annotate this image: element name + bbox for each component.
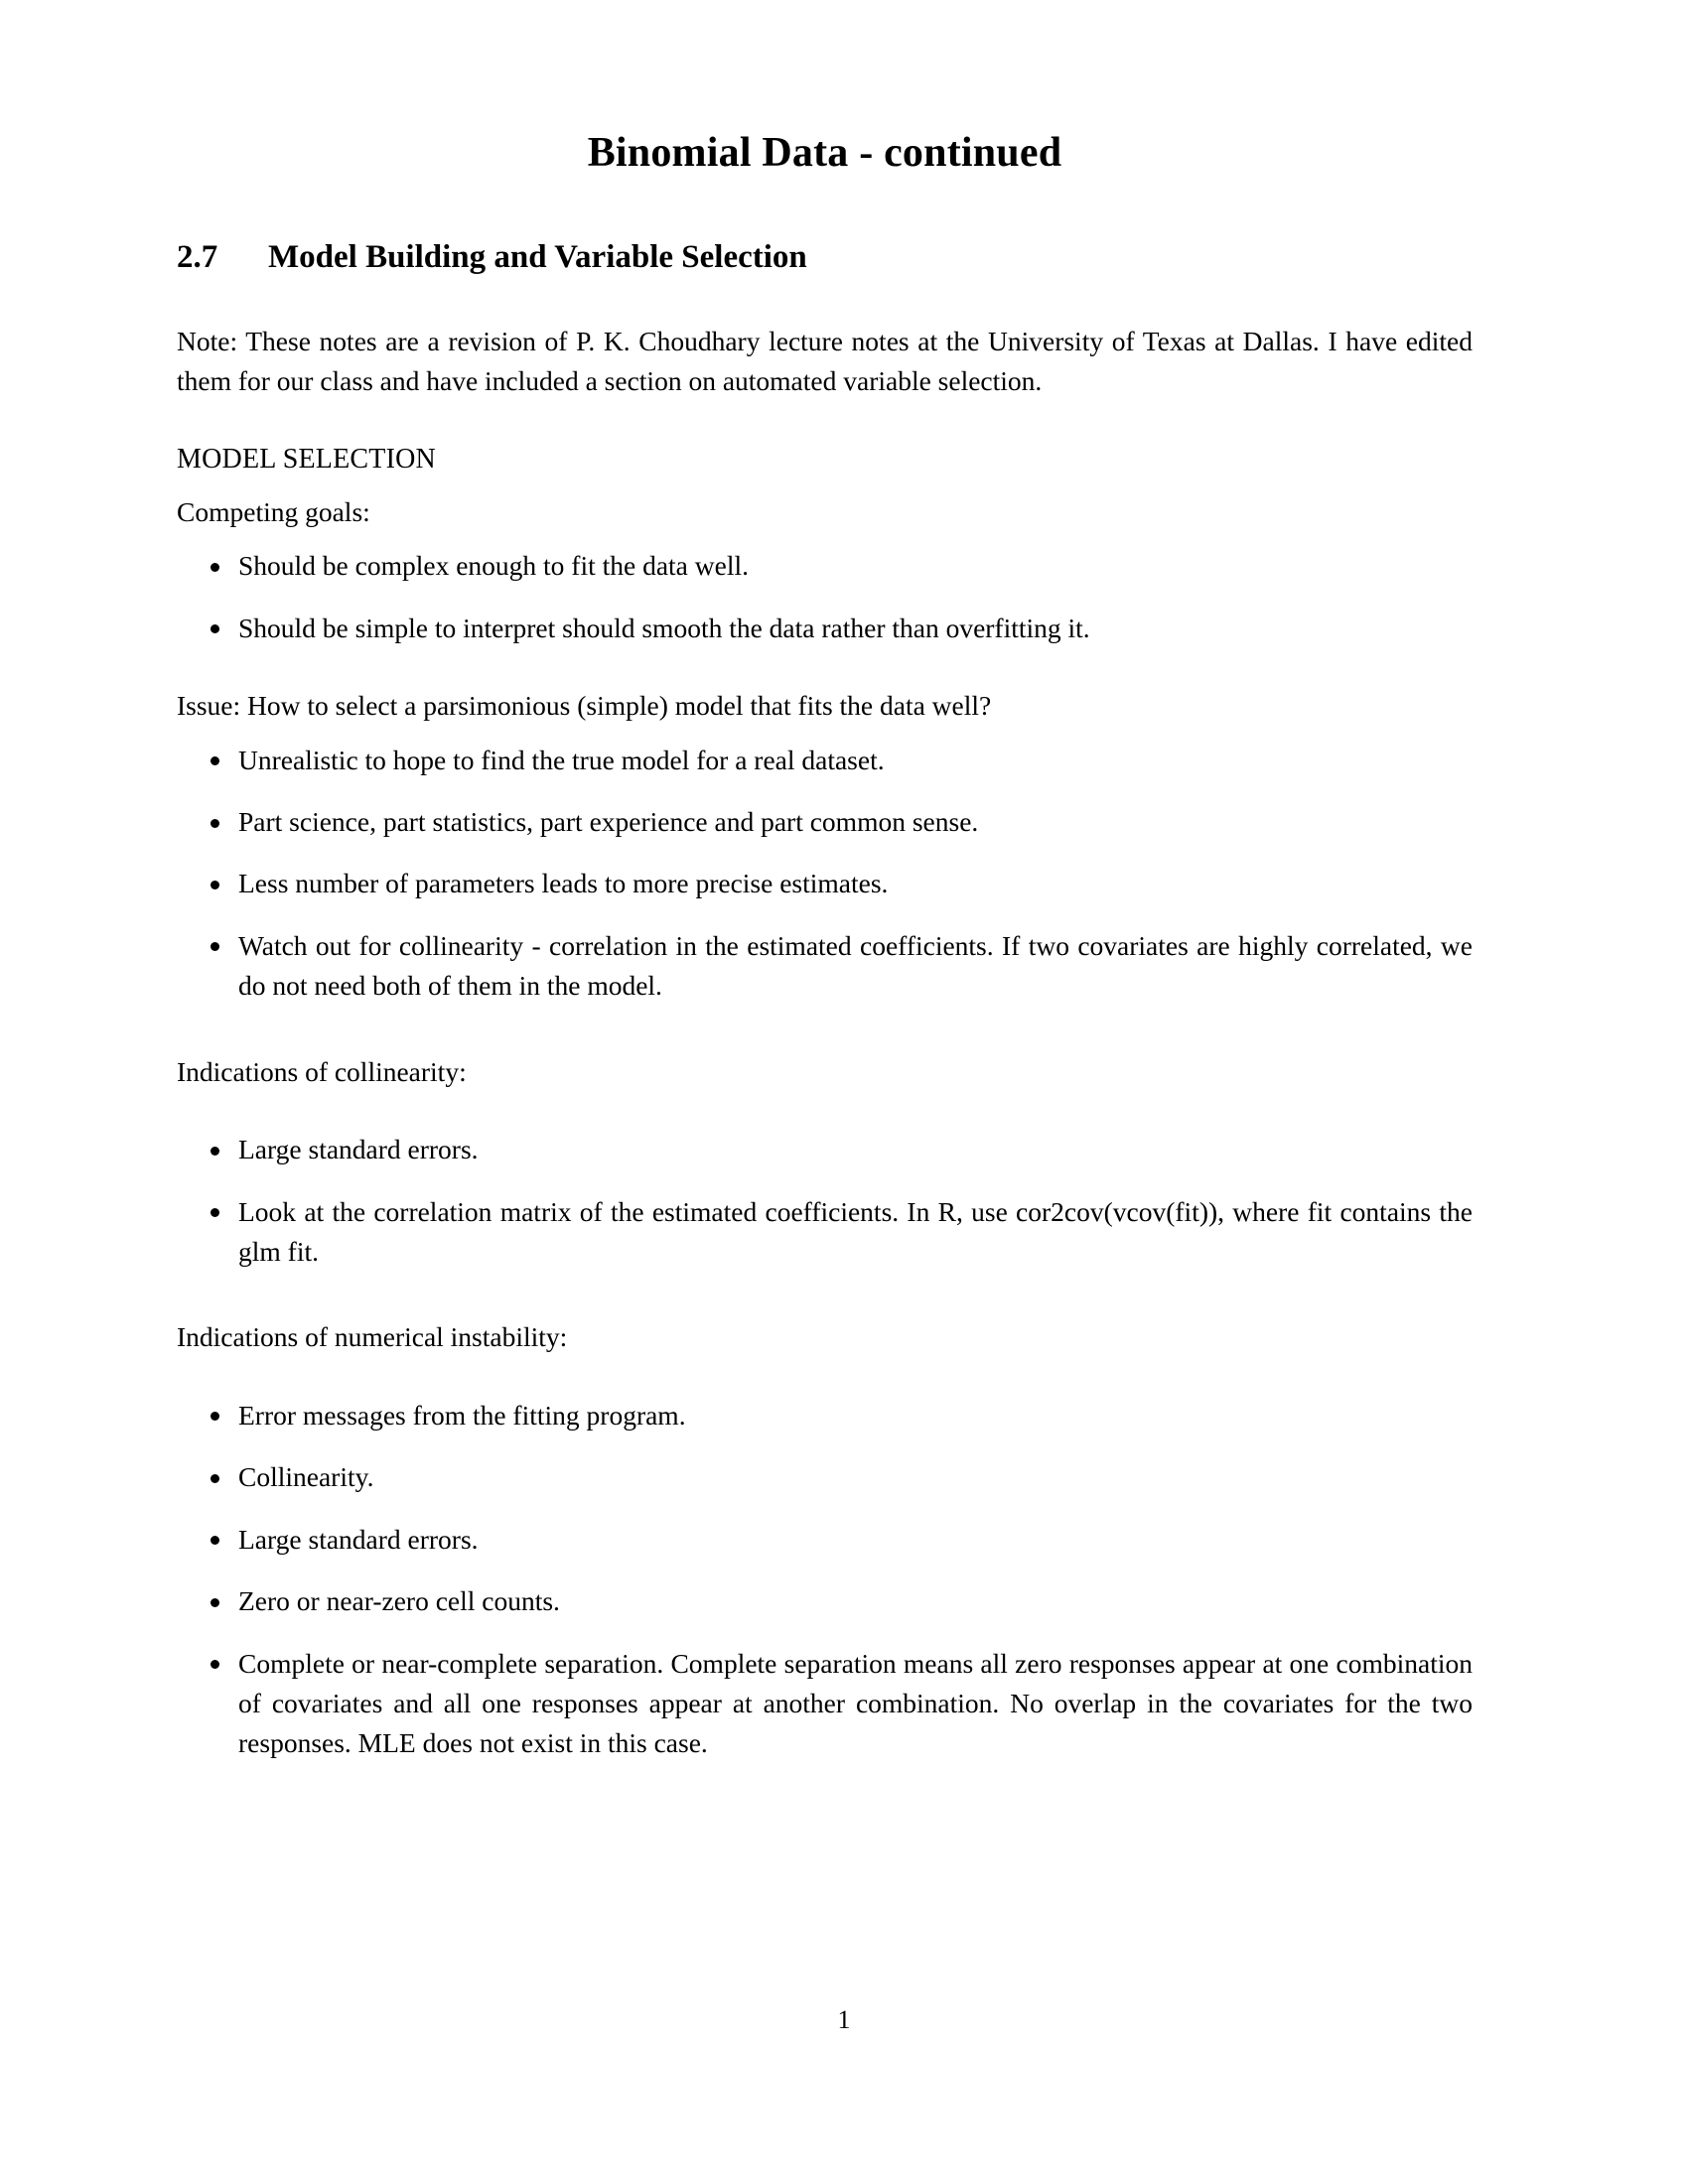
list-item-text: Zero or near-zero cell counts. [238,1585,560,1617]
section-number: 2.7 [177,239,218,276]
bullet-icon [211,624,219,633]
list-item-text: Watch out for collinearity - correlation in the estimated coefficients. If two covariates are highly correlated, we do not need both of them in the model. [238,929,1473,1002]
list-item-text: Large standard errors. [238,1134,479,1165]
list-item [177,864,1473,903]
model-selection-heading: MODEL SELECTION [177,443,436,475]
list-item [177,802,1473,842]
issue-points-list [177,741,1473,1007]
numerical-instability-list [177,1396,1473,1764]
list-item [177,1644,1473,1764]
bullet-icon [211,1474,219,1483]
bullet-icon [211,1412,219,1421]
list-item-text: Unrealistic to hope to find the true model for a real dataset. [238,744,885,775]
collinearity-list [177,1130,1473,1272]
bullet-icon [211,881,219,889]
list-item [177,1457,1473,1497]
page-title: Binomial Data - continued [587,130,1062,176]
list-item-text: Look at the correlation matrix of the estimated coefficients. In R, use cor2cov(vcov(fit)), where fit contains the glm fit. [238,1195,1473,1267]
note-paragraph: Note: These notes are a revision of P. K. Choudhary lecture notes at the University of Texas at Dallas. I have edited them for our class and have included a section on automated variable selection. [177,325,1473,397]
list-item [177,926,1473,1007]
list-item-text: Error messages from the fitting program. [238,1399,686,1431]
list-item-text: Large standard errors. [238,1523,479,1555]
list-item [177,1520,1473,1560]
bullet-icon [211,942,219,951]
list-item [177,546,1473,586]
list-item [177,1396,1473,1435]
section-title: Model Building and Variable Selection [268,239,807,276]
competing-goals-list [177,546,1473,648]
list-item-text: Less number of parameters leads to more precise estimates. [238,868,889,899]
list-item [177,741,1473,780]
section-heading [177,238,1473,278]
bullet-icon [211,563,219,572]
list-item [177,1130,1473,1169]
collinearity-heading: Indications of collinearity: [177,1055,467,1087]
competing-goals-label: Competing goals: [177,495,370,527]
list-item-text: Complete or near-complete separation. Complete separation means all zero responses appear at one combination of covariates and all one responses appear at another combination. No overlap in the covariates for the two responses. MLE does not exist in this case. [238,1647,1473,1759]
list-item [177,609,1473,648]
bullet-icon [211,1660,219,1669]
list-item [177,1192,1473,1273]
page-number: 1 [837,2005,851,2034]
numerical-instability-heading: Indications of numerical instability: [177,1321,568,1353]
bullet-icon [211,819,219,828]
list-item-text: Should be simple to interpret should smooth the data rather than overfitting it. [238,612,1090,643]
issue-label: Issue: How to select a parsimonious (simple) model that fits the data well? [177,690,992,722]
list-item-text: Part science, part statistics, part experience and part common sense. [238,806,979,838]
bullet-icon [211,1536,219,1545]
bullet-icon [211,1147,219,1156]
page-content [177,129,1473,1790]
list-item-text: Collinearity. [238,1461,374,1493]
bullet-icon [211,756,219,765]
bullet-icon [211,1598,219,1607]
bullet-icon [211,1208,219,1217]
list-item [177,1581,1473,1621]
list-item-text: Should be complex enough to fit the data well. [238,550,749,582]
